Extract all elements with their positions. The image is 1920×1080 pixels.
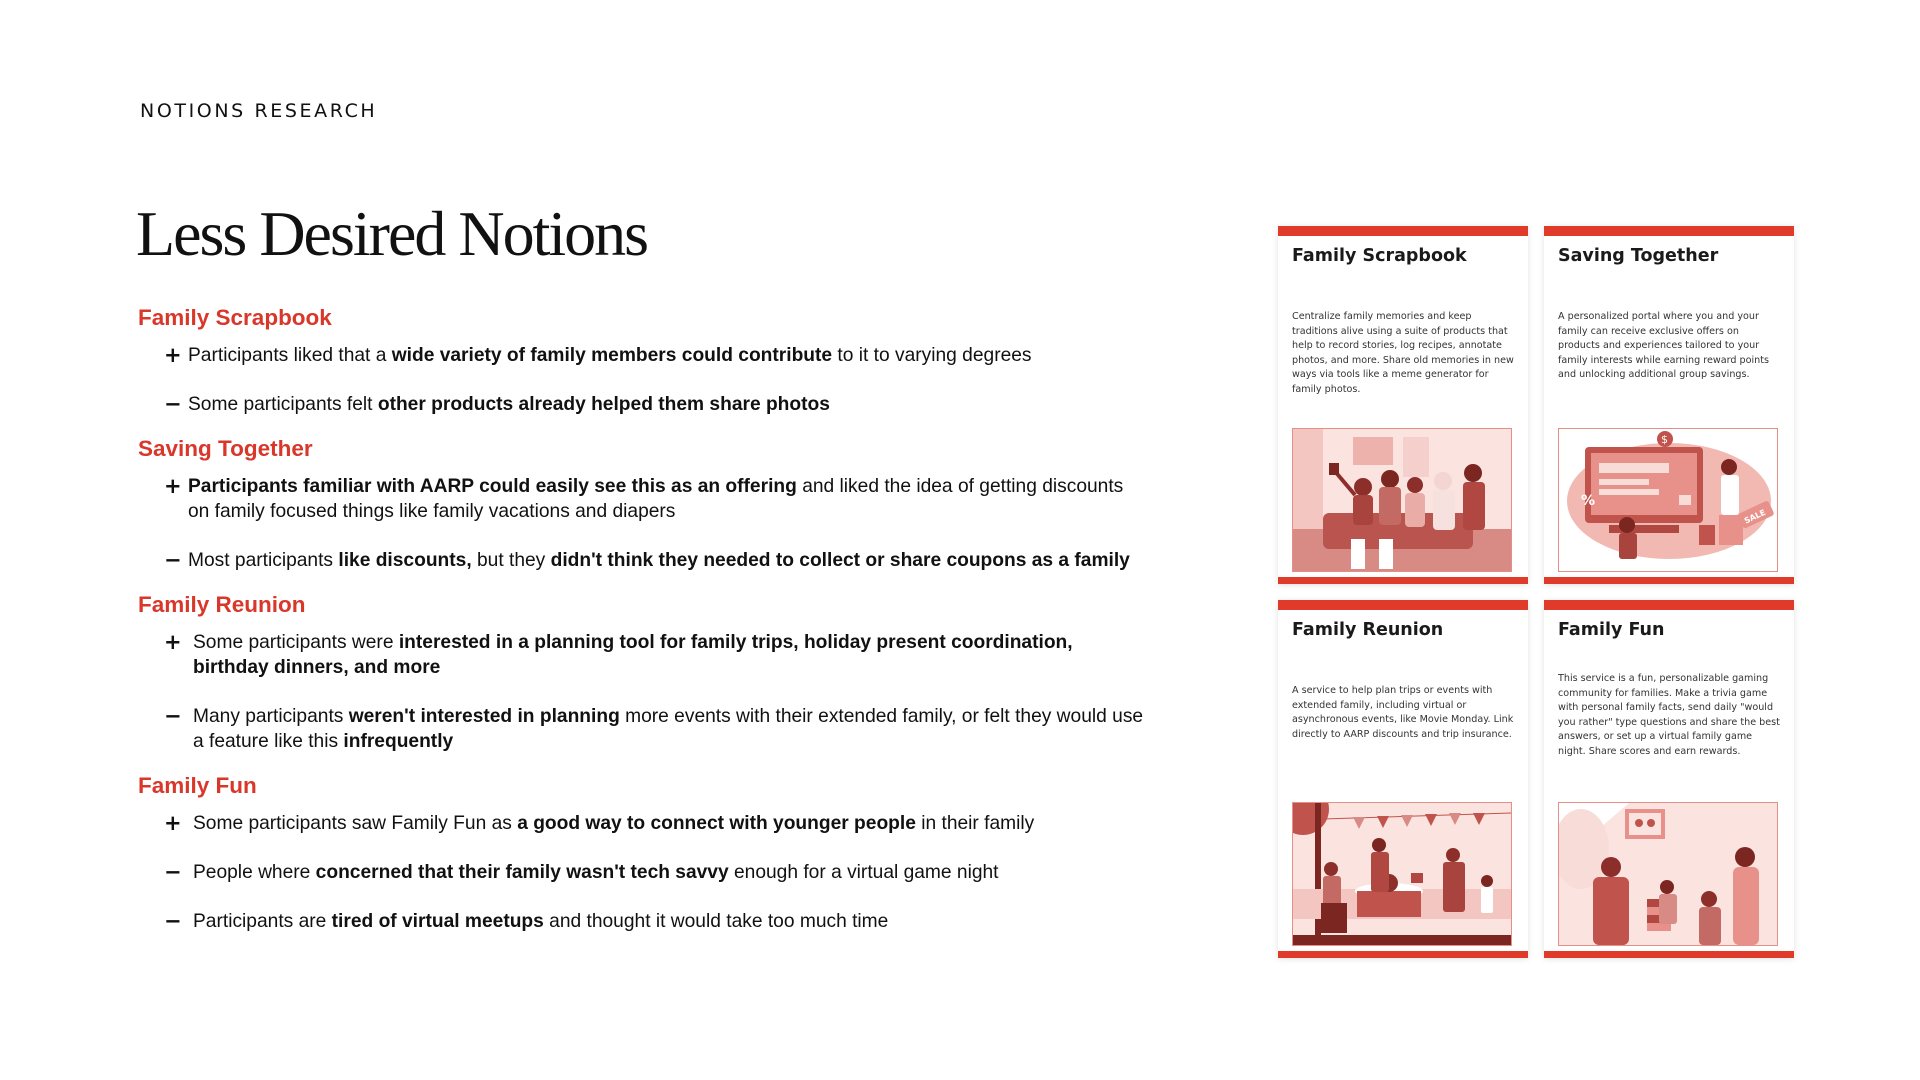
emphasized-text: concerned that their family wasn't tech savvy <box>315 862 729 883</box>
plus-icon: + <box>164 811 182 835</box>
notion-card-family-reunion <box>1278 600 1528 958</box>
online-shopping-illustration <box>1558 428 1778 572</box>
text-run: more events with their extended family, or felt they would use a feature like this <box>193 706 1144 752</box>
minus-icon: − <box>164 860 182 884</box>
card-description: This service is a fun, personalizable gaming community for families. Make a trivia game with personal family facts, send daily "would you rather" type questions and share the best answers, or set up a virtual family game night. Share scores and earn rewards. <box>1558 673 1780 757</box>
percent-label: % <box>1581 493 1596 509</box>
emphasized-text: Participants familiar with AARP could easily see this as an offering <box>188 476 797 497</box>
emphasized-text: infrequently <box>343 731 454 752</box>
notion-card-family-fun <box>1544 600 1794 958</box>
notion-section <box>138 591 1148 754</box>
minus-icon: − <box>164 704 182 728</box>
finding-text <box>188 548 1130 573</box>
negative-finding <box>164 548 1148 573</box>
negative-finding <box>164 860 1148 885</box>
card-title: Family Scrapbook <box>1292 246 1467 266</box>
minus-icon: − <box>164 392 182 416</box>
plus-icon: + <box>164 343 182 367</box>
family-selfie-illustration <box>1292 428 1512 572</box>
text-run: Participants liked that a <box>188 345 392 366</box>
text-run: in their family <box>915 813 1035 834</box>
emphasized-text: a good way to connect with younger people <box>517 813 916 834</box>
minus-icon: − <box>164 909 182 933</box>
family-game-illustration <box>1558 802 1778 946</box>
text-run: but they <box>471 550 551 571</box>
notion-card-saving-together <box>1544 226 1794 584</box>
outdoor-party-illustration <box>1292 802 1512 946</box>
finding-text <box>188 474 1148 524</box>
text-run: People where <box>193 862 316 883</box>
text-run: Most participants <box>188 550 339 571</box>
plus-icon: + <box>164 630 182 654</box>
text-run: Participants are <box>193 911 332 932</box>
negative-finding <box>164 909 1148 934</box>
plus-icon: + <box>164 474 182 498</box>
emphasized-text: interested in a planning tool for family trips, holiday present coordination, birthday dinners, and more <box>193 632 1073 678</box>
negative-finding <box>164 704 1148 754</box>
section-title: Family Reunion <box>138 592 306 617</box>
card-title: Family Fun <box>1558 620 1665 640</box>
sale-label: SALE <box>1742 507 1768 526</box>
emphasized-text: tired of virtual meetups <box>331 911 544 932</box>
section-title: Family Fun <box>138 773 257 798</box>
positive-finding <box>164 630 1148 680</box>
notions-feedback-list <box>138 304 1148 952</box>
page-title: Less Desired Notions <box>136 198 648 269</box>
positive-finding <box>164 474 1148 524</box>
positive-finding <box>164 343 1148 368</box>
dollar-label: $ <box>1661 433 1668 446</box>
notion-section <box>138 772 1148 934</box>
notion-section <box>138 304 1148 417</box>
emphasized-text: other products already helped them share photos <box>377 394 830 415</box>
text-run: Some participants felt <box>188 394 378 415</box>
finding-text <box>193 704 1148 754</box>
notion-section <box>138 435 1148 573</box>
finding-text <box>193 811 1034 836</box>
emphasized-text: wide variety of family members could contribute <box>391 345 833 366</box>
text-run: to it to varying degrees <box>832 345 1032 366</box>
finding-text <box>193 630 1148 680</box>
text-run: Some participants saw Family Fun as <box>193 813 518 834</box>
text-run: enough for a virtual game night <box>728 862 999 883</box>
text-run: and thought it would take too much time <box>543 911 889 932</box>
text-run: Some participants were <box>193 632 399 653</box>
emphasized-text: didn't think they needed to collect or share coupons as a family <box>550 550 1130 571</box>
card-description: Centralize family memories and keep traditions alive using a suite of products that help to record stories, log recipes, annotate photos, and more. Share old memories in new ways via tools like a meme generator for family photos. <box>1292 311 1514 395</box>
finding-text <box>193 860 999 885</box>
emphasized-text: weren't interested in planning <box>348 706 620 727</box>
notion-cards-grid <box>1278 226 1792 958</box>
section-title: Saving Together <box>138 436 313 461</box>
card-description: A service to help plan trips or events with extended family, including virtual or asynchronous events, like Movie Monday. Link directly to AARP discounts and trip insurance. <box>1292 685 1514 740</box>
finding-text <box>188 343 1032 368</box>
emphasized-text: like discounts, <box>338 550 472 571</box>
section-title: Family Scrapbook <box>138 305 332 330</box>
eyebrow-label: NOTIONS RESEARCH <box>140 100 378 122</box>
positive-finding <box>164 811 1148 836</box>
card-description: A personalized portal where you and your family can receive exclusive offers on products and experiences tailored to your family interests while earning reward points and unlocking additional group savings. <box>1558 311 1769 381</box>
text-run: Many participants <box>193 706 349 727</box>
text-run: and liked the idea of getting discounts on family focused things like family vacations and diapers <box>188 476 1124 522</box>
card-title: Saving Together <box>1558 246 1719 266</box>
negative-finding <box>164 392 1148 417</box>
finding-text <box>193 909 888 934</box>
minus-icon: − <box>164 548 182 572</box>
card-title: Family Reunion <box>1292 620 1444 640</box>
notion-card-family-scrapbook <box>1278 226 1528 584</box>
finding-text <box>188 392 830 417</box>
